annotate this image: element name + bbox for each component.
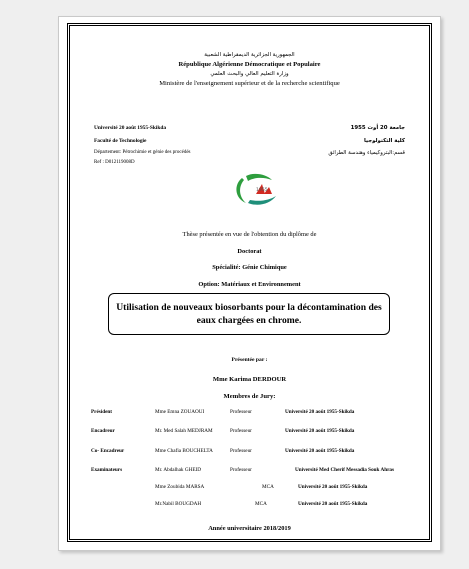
jury-name: Mr.Nabil BOUGDAH — [155, 501, 202, 507]
jury-institution: Université 20 août 1955-Skikda — [285, 409, 355, 415]
jury-role: Examinateurs — [91, 467, 123, 473]
jury-title: Professeur — [230, 428, 252, 434]
jury-title: MCA — [262, 484, 274, 490]
thesis-specialty: Spécialité: Génie Chimique — [212, 264, 287, 271]
university-logo — [232, 172, 284, 208]
thesis-title: Utilisation de nouveaux biosorbants pour la décontamination des eaux chargées en chrome. — [116, 302, 382, 326]
jury-title: MCA — [255, 501, 267, 507]
jury-row — [59, 409, 440, 418]
academic-year: Année universitaire 2018/2019 — [208, 525, 291, 532]
institution-faculty-arabic: كلية التكنولوجيا — [364, 138, 405, 144]
thesis-intro: Thèse présentée en vue de l'obtention du diplôme de — [182, 231, 317, 238]
jury-row — [59, 484, 440, 493]
institution-department: Département: Pétrochimie et génie des procédés — [94, 150, 191, 155]
jury-institution: Université 20 août 1955-Skikda — [298, 484, 368, 490]
presented-by-label: Présentée par : — [231, 357, 268, 363]
header-arabic-republic: الجمهورية الجزائرية الديمقراطية الشعبية — [204, 52, 295, 58]
jury-role: Président — [91, 409, 113, 415]
jury-institution: Université 20 août 1955-Skikda — [298, 501, 368, 507]
thesis-degree: Doctorat — [237, 248, 262, 255]
jury-institution: Université 20 août 1955-Skikda — [285, 428, 355, 434]
jury-title: Professeur — [230, 467, 252, 473]
thesis-option: Option: Matériaux et Environnement — [198, 281, 301, 288]
svg-text:1955: 1955 — [256, 188, 268, 193]
header-arabic-ministry: وزارة التعليم العالي والبحث العلمي — [210, 71, 289, 77]
jury-institution: Université Med Cherif Messadia Souk Ahras — [295, 467, 394, 473]
page-border-frame — [67, 23, 432, 542]
jury-row — [59, 501, 440, 510]
jury-institution: Université 20 août 1955-Skikda — [285, 448, 355, 454]
jury-title: Professeur — [230, 448, 252, 454]
institution-faculty: Faculté de Technologie — [94, 138, 147, 144]
header-french-ministry: Ministère de l'enseignement supérieur et de la recherche scientifique — [159, 80, 340, 87]
document-page — [58, 16, 441, 551]
institution-university: Université 20 août 1955-Skikda — [94, 125, 167, 131]
presenter-name: Mme Karima DERDOUR — [212, 376, 287, 383]
jury-role: Co- Encadreur — [91, 448, 125, 454]
jury-row — [59, 448, 440, 457]
header-french-republic: République Algérienne Démocratique et Populaire — [178, 61, 321, 68]
thesis-title-box — [108, 293, 390, 335]
jury-heading: Membres de Jury: — [223, 393, 276, 400]
jury-name: Mr. Med Salah MEDJRAM — [155, 428, 213, 434]
jury-row — [59, 428, 440, 437]
jury-role: Encadreur — [91, 428, 115, 434]
jury-name: Mme Zoubida MARSA — [155, 484, 205, 490]
jury-title: Professeur — [230, 409, 252, 415]
jury-name: Mme Chafia BOUCHELTA — [155, 448, 213, 454]
institution-university-arabic: جامعة 20 أوت 1955 — [350, 125, 405, 131]
institution-reference: Ref : D012119008D — [94, 160, 135, 165]
jury-name: Mr. Abdalhak GHEID — [155, 467, 201, 473]
jury-row — [59, 467, 440, 476]
institution-department-arabic: قسم:البتروكيمياء وهندسة الطرائق — [328, 150, 405, 156]
jury-name: Mme Emna ZOUAOUI — [155, 409, 205, 415]
